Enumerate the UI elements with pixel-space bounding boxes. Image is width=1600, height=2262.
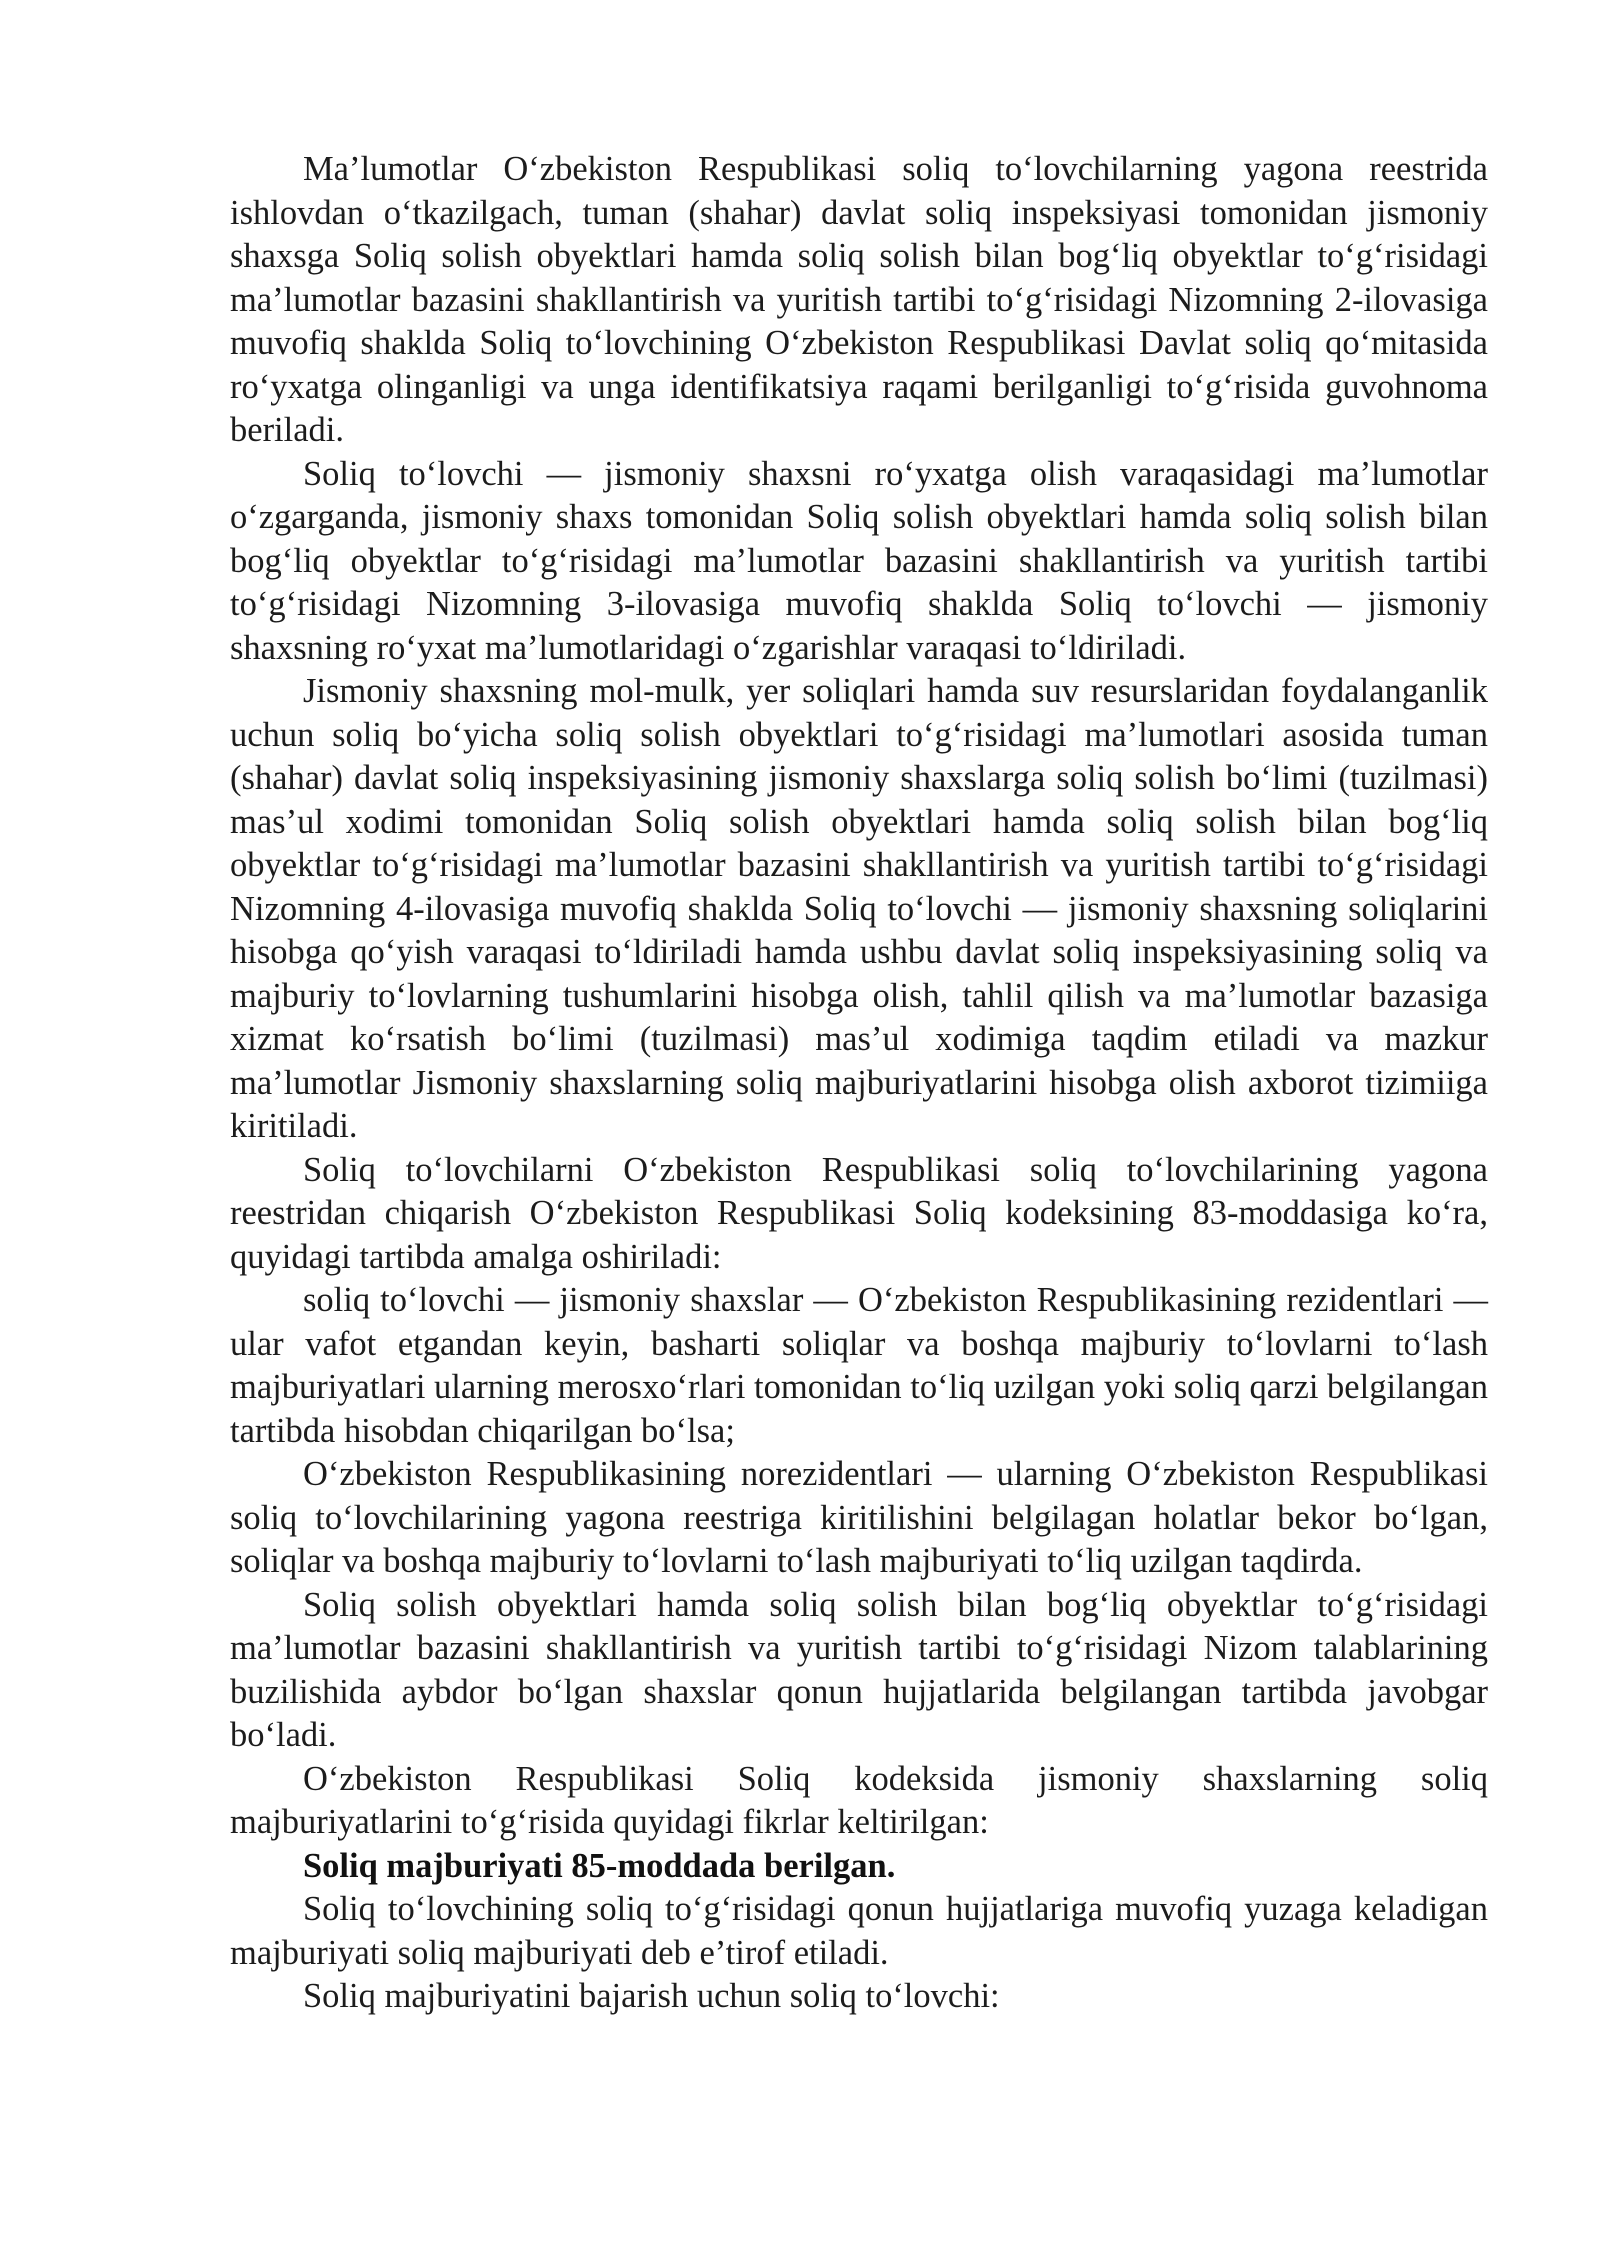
paragraph-hisobga-qoyish: Jismoniy shaxsning mol-mulk, yer soliqlari hamda suv resurslaridan foydalanganlik uchun soliq bo‘yicha soliq solish obyektlari to‘g‘risidagi ma’lumotlari asosida tuman (shahar) davlat soliq inspeksiyasining jismoniy shaxslarga soliq solish bo‘limi (tuzilmasi) mas’ul xodimi tomonidan Soliq solish obyektlari hamda soliq solish bilan bog‘liq obyektlar to‘g‘risidagi ma’lumotlar bazasini shakllantirish va yuritish tartibi to‘g‘risidagi Nizomning 4-ilovasiga muvofiq shaklda Soliq to‘lovchi — jismoniy shaxsning soliqlarini hisobga qo‘yish varaqasi to‘ldiriladi hamda ushbu davlat soliq inspeksiyasining soliq va majburiy to‘lovlarning tushumlarini hisobga olish, tahlil qilish va ma’lumotlar bazasiga xizmat ko‘rsatish bo‘limi (tuzilmasi) mas’ul xodimiga taqdim etiladi va mazkur ma’lumotlar Jismoniy shaxslarning soliq majburiyatlarini hisobga olish axborot tizimiiga kiritiladi. (230, 672, 1488, 1145)
paragraph-guvohnoma: Ma’lumotlar O‘zbekiston Respublikasi soliq to‘lovchilarning yagona reestrida ishlovdan o‘tkazilgach, tuman (shahar) davlat soliq inspeksiyasi tomonidan jismoniy shaxsga Soliq solish obyektlari hamda soliq solish bilan bog‘liq obyektlar to‘g‘risidagi ma’lumotlar bazasini shakllantirish va yuritish tartibi to‘g‘risidagi Nizomning 2-ilovasiga muvofiq shaklda Soliq to‘lovchining O‘zbekiston Respublikasi Davlat soliq qo‘mitasida ro‘yxatga olinganligi va unga identifikatsiya raqami berilganligi to‘g‘risida guvohnoma beriladi. (230, 150, 1488, 449)
paragraph-rezidentlar: soliq to‘lovchi — jismoniy shaxslar — O‘zbekiston Respublikasining rezidentlari — ular vafot etgandan keyin, basharti soliqlar va boshqa majburiy to‘lovlarni to‘lash majburiyatlari ularning merosxo‘rlari tomonidan to‘liq uzilgan yoki soliq qarzi belgilangan tartibda hisobdan chiqarilgan bo‘lsa; (230, 1281, 1488, 1450)
paragraph-soliq-majburiyati: Soliq to‘lovchining soliq to‘g‘risidagi qonun hujjatlariga muvofiq yuzaga keladigan majburiyati soliq majburiyati deb e’tirof etiladi. (230, 1890, 1488, 1972)
paragraph-reestrdan-chiqarish: Soliq to‘lovchilarni O‘zbekiston Respublikasi soliq to‘lovchilarining yagona reestridan chiqarish O‘zbekiston Respublikasi Soliq kodeksining 83-moddasiga ko‘ra, quyidagi tartibda amalga oshiriladi: (230, 1150, 1488, 1276)
paragraph-ozgarishlar-varaqasi: Soliq to‘lovchi — jismoniy shaxsni ro‘yxatga olish varaqasidagi ma’lumotlar o‘zgarganda, jismoniy shaxs tomonidan Soliq solish obyektlari hamda soliq solish bilan bog‘liq obyektlar to‘g‘risidagi ma’lumotlar bazasini shakllantirish va yuritish tartibi to‘g‘risidagi Nizomning 3-ilovasiga muvofiq shaklda Soliq to‘lovchi — jismoniy shaxsning ro‘yxat ma’lumotlaridagi o‘zgarishlar varaqasi to‘ldiriladi. (230, 454, 1488, 667)
paragraph-bajarish: Soliq majburiyatini bajarish uchun soliq to‘lovchi: (303, 1977, 1000, 2015)
section-heading: Soliq majburiyati 85-moddada berilgan. (303, 1846, 896, 1885)
paragraph-javobgarlik: Soliq solish obyektlari hamda soliq solish bilan bog‘liq obyektlar to‘g‘risidagi ma’lumotlar bazasini shakllantirish va yuritish tartibi to‘g‘risidagi Nizom talablarining buzilishida aybdor bo‘lgan shaxslar qonun hujjatlarida belgilangan tartibda javobgar bo‘ladi. (230, 1585, 1488, 1754)
document-page (230, 148, 1488, 2019)
paragraph-norezidentlar: O‘zbekiston Respublikasining norezidentlari — ularning O‘zbekiston Respublikasi soliq to‘lovchilarining yagona reestriga kiritilishini belgilagan holatlar bekor bo‘lgan, soliqlar va boshqa majburiy to‘lovlarni to‘lash majburiyati to‘liq uzilgan taqdirda. (230, 1455, 1488, 1580)
paragraph-soliq-kodeksi: O‘zbekiston Respublikasi Soliq kodeksida jismoniy shaxslarning soliq majburiyatlarini to‘g‘risida quyidagi fikrlar keltirilgan: (230, 1759, 1488, 1841)
